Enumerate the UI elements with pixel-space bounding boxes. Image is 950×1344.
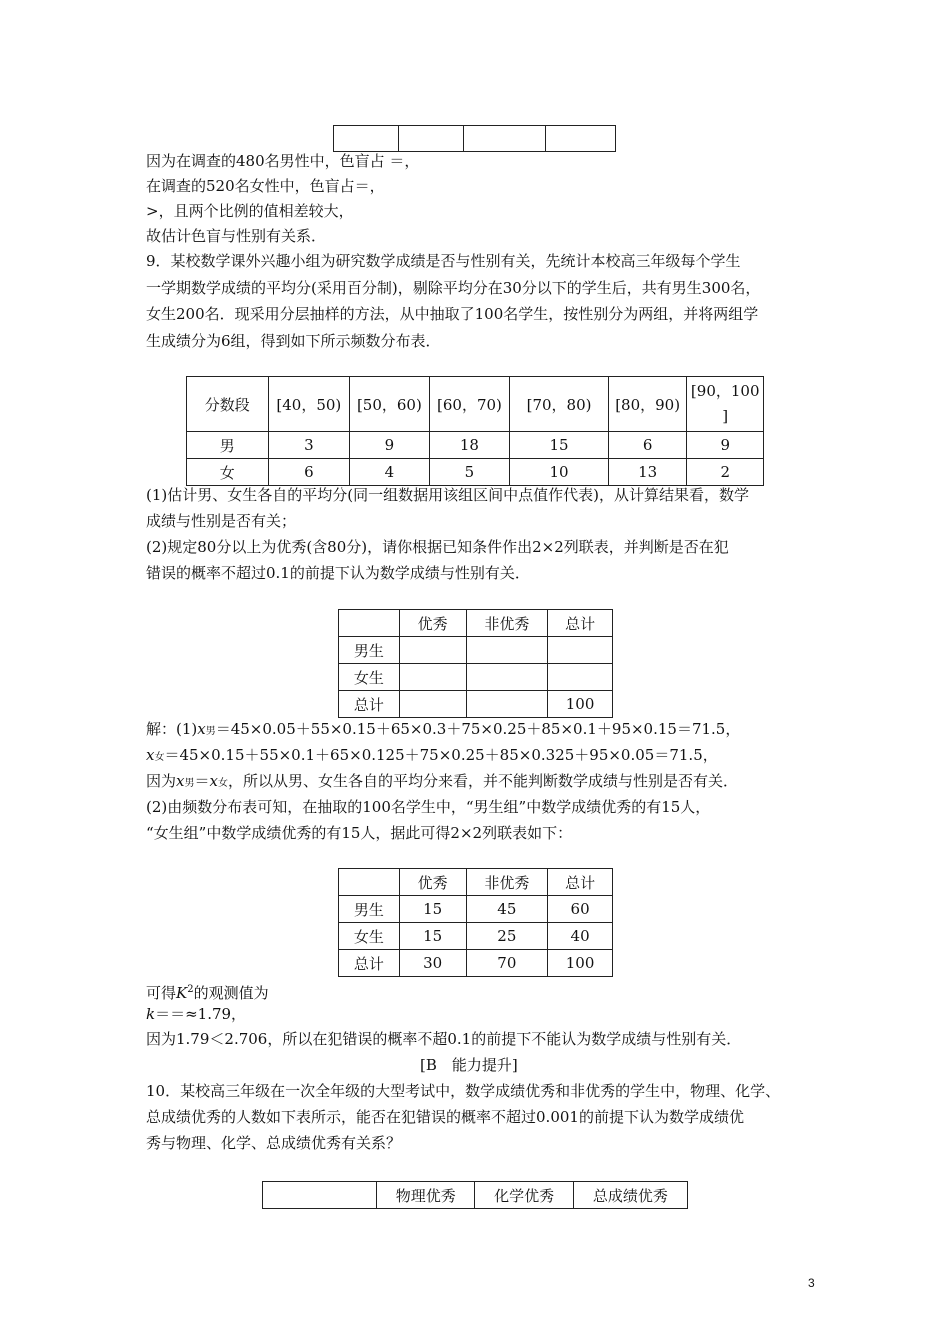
subscript: 女 [154,752,165,763]
freq-cell: 6 [608,432,687,459]
blank-contingency-table [338,609,613,718]
q9-part-line: 错误的概率不超过0.1的前提下认为数学成绩与性别有关． [146,564,530,582]
q9-part-line: (2)规定80分以上为优秀(含80分)，请你根据已知条件作出2×2列联表，并判断是否在犯 [146,538,729,556]
text: 可得 [146,984,177,1002]
blank-cell [466,691,548,718]
freq-cell: 5 [429,459,510,486]
x-var: x [176,772,185,790]
contingency-table [338,868,613,977]
top-table-cell [545,126,615,152]
x-var: x [209,772,218,790]
blank-cell [466,637,548,664]
freq-bin: [40，50) [268,377,350,432]
sol8-line: 故估计色盲与性别有关系． [146,227,327,245]
k-var: k [146,1005,156,1023]
q9-line: 生成绩分为6组，得到如下所示频数分布表． [146,332,441,350]
ct-col: 总计 [548,869,613,896]
text: 因为 [146,772,177,790]
blank-row-label: 总计 [339,691,400,718]
ct-row-label: 女生 [339,923,400,950]
k-var: K [176,984,188,1002]
freq-row-label: 女 [187,459,269,486]
subscript: 女 [217,778,228,789]
freq-cell: 9 [350,432,430,459]
text: ＝＝≈1.79， [155,1005,247,1023]
x-var: x [197,720,206,738]
freq-cell: 6 [268,459,350,486]
sol9-line: “女生组”中数学成绩优秀的有15人，据此可得2×2列联表如下： [146,824,573,842]
ct-cell: 60 [548,896,613,923]
text: ＝45×0.05＋55×0.15＋65×0.3＋75×0.25＋85×0.1＋95×0.15＝71.5， [215,720,741,738]
q10-col: 化学优秀 [475,1182,573,1209]
freq-bin: [80，90) [608,377,687,432]
freq-cell: 18 [429,432,510,459]
sol8-line: 因为在调查的480名男性中，色盲占 ＝， [146,152,420,170]
sol9-line: (2)由频数分布表可知，在抽取的100名学生中，“男生组”中数学成绩优秀的有15人， [146,798,711,816]
q9-line: 一学期数学成绩的平均分(采用百分制)，剔除平均分在30分以下的学生后，共有男生300名， [146,279,761,297]
ct-cell: 15 [399,896,466,923]
sol9b-line-2 [146,1001,246,1028]
freq-row-label: 男 [187,432,269,459]
q9-part-line: (1)估计男、女生各自的平均分(同一组数据用该组区间中点值作代表)，从计算结果看，数学 [146,486,749,504]
freq-cell: 2 [687,459,764,486]
freq-bin: [60，70) [429,377,510,432]
blank-cell [548,637,613,664]
freq-cell: 9 [687,432,764,459]
blank-row-label: 男生 [339,637,400,664]
blank-col: 非优秀 [466,610,548,637]
ct-col: 优秀 [399,869,466,896]
text: 解：(1) [146,720,198,738]
freq-header: 分数段 [187,377,269,432]
blank-col: 优秀 [399,610,466,637]
freq-cell: 4 [350,459,430,486]
sol8-line: 在调查的520名女性中，色盲占＝， [146,177,385,195]
blank-row-label: 女生 [339,664,400,691]
blank-cell [399,691,466,718]
section-heading: [B 能力提升] [420,1056,518,1074]
blank-col [339,610,400,637]
freq-bin-line: [90，100 [690,382,760,400]
freq-bin-line: ] [722,407,729,425]
q9-line: 女生200名．现采用分层抽样的方法，从中抽取了100名学生，按性别分为两组，并将两组学 [146,305,759,323]
ct-cell: 25 [466,923,548,950]
blank-cell [466,664,548,691]
subscript: 男 [205,726,216,737]
ct-cell: 45 [466,896,548,923]
text: ＝ [194,772,210,790]
sol8-line: >，且两个比例的值相差较大， [146,202,354,220]
ct-row-label: 总计 [339,950,400,977]
ct-col: 非优秀 [466,869,548,896]
superscript: 2 [187,984,194,995]
q9-line: 9．某校数学课外兴趣小组为研究数学成绩是否与性别有关，先统计本校高三年级每个学生 [146,252,741,270]
q10-table [262,1181,688,1209]
sol9b-line: 因为1.79＜2.706，所以在犯错误的概率不超0.1的前提下不能认为数学成绩与性别有关． [146,1030,742,1048]
ct-col [339,869,400,896]
text: ，所以从男、女生各自的平均分来看，并不能判断数学成绩与性别是否有关． [227,772,738,790]
top-table-cell [464,126,546,152]
ct-cell: 30 [399,950,466,977]
sol9-line-2 [146,742,718,771]
freq-cell: 13 [608,459,687,486]
freq-cell: 10 [510,459,609,486]
ct-cell: 40 [548,923,613,950]
freq-cell: 3 [268,432,350,459]
q10-col [263,1182,377,1209]
ct-cell: 15 [399,923,466,950]
blank-col: 总计 [548,610,613,637]
q10-col: 物理优秀 [377,1182,475,1209]
freq-bin: [50，60) [350,377,430,432]
ct-cell: 100 [548,950,613,977]
q10-line: 总成绩优秀的人数如下表所示，能否在犯错误的概率不超过0.001的前提下认为数学成绩优 [146,1108,744,1126]
page-number: 3 [808,1276,815,1290]
subscript: 男 [184,778,195,789]
q10-line: 秀与物理、化学、总成绩优秀有关系？ [146,1134,402,1152]
sol9-line-1 [146,716,740,745]
frequency-table [186,376,764,486]
freq-bin: [70，80) [510,377,609,432]
text: 的观测值为 [193,984,269,1002]
blank-cell [399,637,466,664]
freq-bin [687,377,764,432]
blank-cell: 100 [548,691,613,718]
q10-col: 总成绩优秀 [573,1182,687,1209]
q10-line: 10．某校高三年级在一次全年级的大型考试中，数学成绩优秀和非优秀的学生中，物理、化学、 [146,1082,781,1100]
text: ＝45×0.15＋55×0.1＋65×0.125＋75×0.25＋85×0.325＋95×0.05＝71.5， [164,746,718,764]
q9-part-line: 成绩与性别是否有关； [146,512,297,530]
ct-row-label: 男生 [339,896,400,923]
x-var: x [146,746,155,764]
ct-cell: 70 [466,950,548,977]
freq-cell: 15 [510,432,609,459]
blank-cell [399,664,466,691]
sol9-line-3 [146,768,738,797]
blank-cell [548,664,613,691]
